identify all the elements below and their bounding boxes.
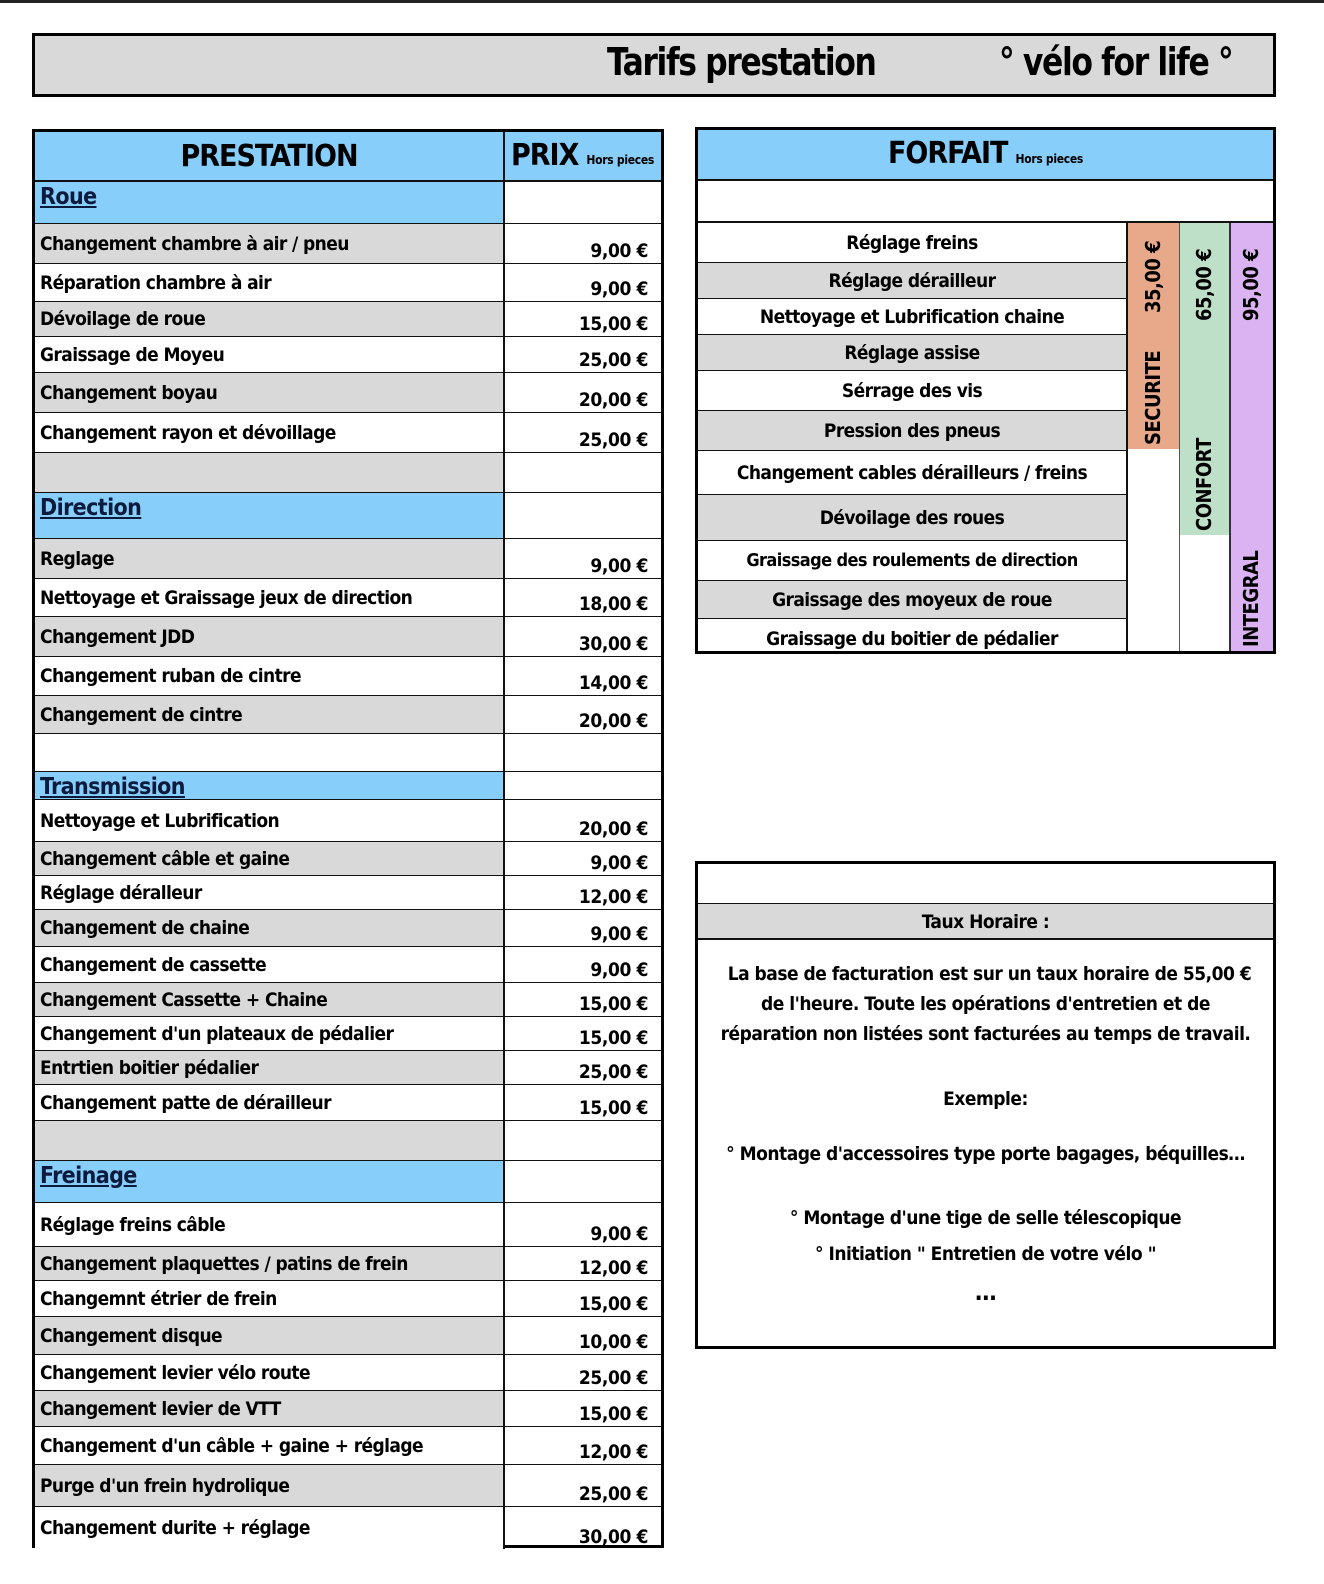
- prestation-row: [35, 1203, 661, 1247]
- prestation-price: 9,00 €: [590, 1223, 648, 1245]
- taux-horaire-box: [695, 861, 1276, 1349]
- prestation-name: Changement levier de VTT: [35, 1391, 505, 1426]
- prestation-row: [35, 1317, 661, 1355]
- prestation-name: Réglage freins câble: [35, 1203, 505, 1246]
- prestation-row: [35, 617, 661, 657]
- prestation-price: 25,00 €: [505, 1051, 661, 1084]
- prestation-price: 9,00 €: [505, 910, 661, 946]
- prestation-row: [35, 983, 661, 1017]
- prestation-price: 9,00 €: [505, 842, 661, 875]
- prestation-price: [505, 734, 661, 771]
- prestation-price: 9,00 €: [590, 278, 648, 300]
- spacer-row: [35, 453, 661, 493]
- package-securite-name: SECURITE: [1141, 350, 1165, 445]
- prestation-price: 10,00 €: [505, 1317, 661, 1354]
- prestation-row: [35, 302, 661, 337]
- prestation-row: [35, 1051, 661, 1085]
- category-label: Direction: [35, 493, 505, 538]
- prestation-price: 9,00 €: [505, 539, 661, 578]
- taux-example-3: ° Initiation " Entretien de votre vélo ": [815, 1243, 1156, 1265]
- package-confort-price: 65,00 €: [1192, 248, 1216, 321]
- prestation-price: 20,00 €: [505, 696, 661, 733]
- prestation-name: Reglage: [35, 539, 505, 578]
- prestation-name: Changement plaquettes / patins de frein: [35, 1247, 505, 1280]
- prestation-name: Nettoyage et Lubrification: [35, 800, 505, 841]
- category-row: [35, 1161, 661, 1203]
- col-prix-header: [505, 132, 661, 180]
- category-row: [35, 493, 661, 539]
- prestation-price: [505, 1121, 661, 1160]
- forfait-item: Changement cables dérailleurs / freins: [698, 451, 1128, 495]
- prestation-row: [35, 373, 661, 413]
- taux-example-2: ° Montage d'une tige de selle télescopique: [789, 1207, 1182, 1229]
- package-integral: [1230, 223, 1273, 651]
- prestation-name: Changement disque: [35, 1317, 505, 1354]
- prestation-price: 25,00 €: [578, 349, 648, 371]
- taux-example-1: ° Montage d'accessoires type porte bagages, béquilles…: [726, 1143, 1245, 1165]
- package-divider: [1179, 223, 1180, 651]
- prestation-price: 15,00 €: [578, 1027, 648, 1049]
- forfait-item: Graissage des moyeux de roue: [698, 581, 1128, 619]
- prestation-price: [505, 772, 661, 799]
- taux-title: Taux Horaire :: [698, 904, 1273, 940]
- prestation-price: [505, 493, 661, 538]
- prestation-price: 20,00 €: [578, 818, 648, 840]
- prestation-row: [35, 657, 661, 696]
- prestation-row: [35, 1427, 661, 1465]
- prestation-row: [35, 224, 661, 264]
- col-prix-note: Hors pieces: [586, 152, 654, 167]
- prestation-name: Changement câble et gaine: [35, 842, 505, 875]
- package-divider: [1229, 223, 1231, 651]
- prestation-name: Dévoilage de roue: [35, 302, 505, 336]
- page-header: [32, 33, 1276, 97]
- category-row: [35, 772, 661, 800]
- prestation-row: [35, 579, 661, 617]
- forfait-item: Graissage du boitier de pédalier: [698, 619, 1128, 654]
- prestation-name: [35, 453, 505, 492]
- prestation-row: [35, 1085, 661, 1121]
- prestation-name: Nettoyage et Graissage jeux de direction: [35, 579, 505, 616]
- prestation-price: 9,00 €: [590, 959, 648, 981]
- prestation-row: [35, 1465, 661, 1507]
- prestation-row: [35, 539, 661, 579]
- prestation-price: 30,00 €: [505, 617, 661, 656]
- forfait-item: Réglage assise: [698, 335, 1128, 371]
- prestation-price: [505, 1161, 661, 1202]
- prestation-row: [35, 910, 661, 947]
- taux-text-line3: réparation non listées sont facturées au temps de travail.: [720, 1023, 1251, 1045]
- category-label: Transmission: [35, 772, 505, 799]
- prestation-price: 15,00 €: [505, 983, 661, 1016]
- prestation-name: Changemnt étrier de frein: [35, 1281, 505, 1316]
- prestation-name: Changement rayon et dévoillage: [35, 413, 505, 452]
- taux-blank-row: [698, 864, 1273, 904]
- col-prix-label: PRIX: [511, 138, 579, 173]
- prestation-row: [35, 696, 661, 734]
- prestation-price: 18,00 €: [578, 593, 648, 615]
- category-label: Freinage: [35, 1161, 505, 1202]
- prestation-row: [35, 264, 661, 302]
- prestation-price: 15,00 €: [578, 1097, 648, 1119]
- spacer-row: [35, 734, 661, 772]
- prestation-price: 25,00 €: [505, 1465, 661, 1506]
- forfait-note: Hors pieces: [1015, 152, 1084, 166]
- forfait-item: Pression des pneus: [698, 411, 1128, 451]
- prestation-name: Purge d'un frein hydrolique: [35, 1465, 505, 1506]
- prestation-name: Changement d'un câble + gaine + réglage: [35, 1427, 505, 1464]
- prestation-name: Changement de chaine: [35, 910, 505, 946]
- forfait-header: [698, 130, 1273, 181]
- prestation-name: Entrtien boitier pédalier: [35, 1051, 505, 1084]
- forfait-item: Réglage freins: [698, 223, 1128, 263]
- prestation-row: [35, 1247, 661, 1281]
- prestation-row: [35, 1391, 661, 1427]
- prestation-row: [35, 800, 661, 842]
- package-securite-price: 35,00 €: [1141, 240, 1165, 313]
- prestation-name: Changement levier vélo route: [35, 1355, 505, 1390]
- forfait-table: [695, 127, 1276, 654]
- prestation-name: Changement patte de dérailleur: [35, 1085, 505, 1120]
- prestation-price: 20,00 €: [505, 373, 661, 412]
- prestation-row: [35, 337, 661, 373]
- prestation-row: [35, 876, 661, 910]
- prestation-price: 15,00 €: [505, 1391, 661, 1426]
- forfait-item: Graissage des roulements de direction: [698, 541, 1128, 581]
- forfait-item: Dévoilage des roues: [698, 495, 1128, 541]
- prestation-price: 14,00 €: [578, 672, 648, 694]
- prestation-table-header: [35, 132, 661, 182]
- prestation-price: 9,00 €: [505, 224, 661, 263]
- prestation-name: [35, 734, 505, 771]
- forfait-title: FORFAIT: [887, 136, 1008, 171]
- prestation-price: 12,00 €: [578, 886, 648, 908]
- package-confort-name: CONFORT: [1192, 438, 1216, 531]
- taux-text-line2: de l'heure. Toute les opérations d'entretien et de: [761, 993, 1210, 1015]
- prestation-row: [35, 1281, 661, 1317]
- prestation-name: Changement ruban de cintre: [35, 657, 505, 695]
- prestation-name: Graissage de Moyeu: [35, 337, 505, 372]
- category-row: [35, 182, 661, 224]
- prestation-price: [505, 182, 661, 223]
- prestation-name: Changement de cassette: [35, 947, 505, 982]
- forfait-blank-row: [698, 181, 1273, 223]
- prestation-row: [35, 1355, 661, 1391]
- prestation-row: [35, 842, 661, 876]
- package-integral-name: INTEGRAL: [1239, 550, 1263, 647]
- taux-ellipsis: …: [974, 1278, 997, 1306]
- prestation-name: Réparation chambre à air: [35, 264, 505, 301]
- prestation-row: [35, 947, 661, 983]
- taux-example-label: Exemple:: [943, 1088, 1028, 1110]
- forfait-item: Réglage dérailleur: [698, 263, 1128, 299]
- prestation-name: Changement boyau: [35, 373, 505, 412]
- forfait-item: Sérrage des vis: [698, 371, 1128, 411]
- prestation-row: [35, 1017, 661, 1051]
- prestation-price: 25,00 €: [578, 1367, 648, 1389]
- prestation-name: [35, 1121, 505, 1160]
- prestation-name: Changement durite + réglage: [35, 1507, 505, 1549]
- prestation-price: 12,00 €: [505, 1247, 661, 1280]
- prestation-name: Changement JDD: [35, 617, 505, 656]
- prestation-name: Changement d'un plateaux de pédalier: [35, 1017, 505, 1050]
- prestation-price: [505, 453, 661, 492]
- prestation-price: 12,00 €: [578, 1441, 648, 1463]
- spacer-row: [35, 1121, 661, 1161]
- prestation-name: Changement Cassette + Chaine: [35, 983, 505, 1016]
- package-confort: [1180, 223, 1230, 535]
- prestation-name: Changement de cintre: [35, 696, 505, 733]
- taux-text-line1: La base de facturation est sur un taux horaire de 55,00 €: [727, 963, 1252, 985]
- prestation-price: 30,00 €: [578, 1526, 648, 1548]
- prestation-row: [35, 1507, 661, 1549]
- forfait-item: Nettoyage et Lubrification chaine: [698, 299, 1128, 335]
- prestation-price: 25,00 €: [578, 429, 648, 451]
- page-title: Tarifs prestation: [607, 40, 876, 84]
- prestation-row: [35, 413, 661, 453]
- brand-name: ° vélo for life °: [999, 40, 1233, 84]
- prestation-price: 15,00 €: [505, 302, 661, 336]
- top-border: [0, 0, 1324, 3]
- prestation-table: [32, 129, 664, 1548]
- prestation-price: 15,00 €: [578, 1293, 648, 1315]
- package-integral-price: 95,00 €: [1239, 248, 1263, 321]
- prestation-name: Changement chambre à air / pneu: [35, 224, 505, 263]
- prestation-name: Réglage déralleur: [35, 876, 505, 909]
- col-prestation-header: PRESTATION: [35, 132, 505, 180]
- category-label: Roue: [35, 182, 505, 223]
- package-securite: [1128, 223, 1180, 449]
